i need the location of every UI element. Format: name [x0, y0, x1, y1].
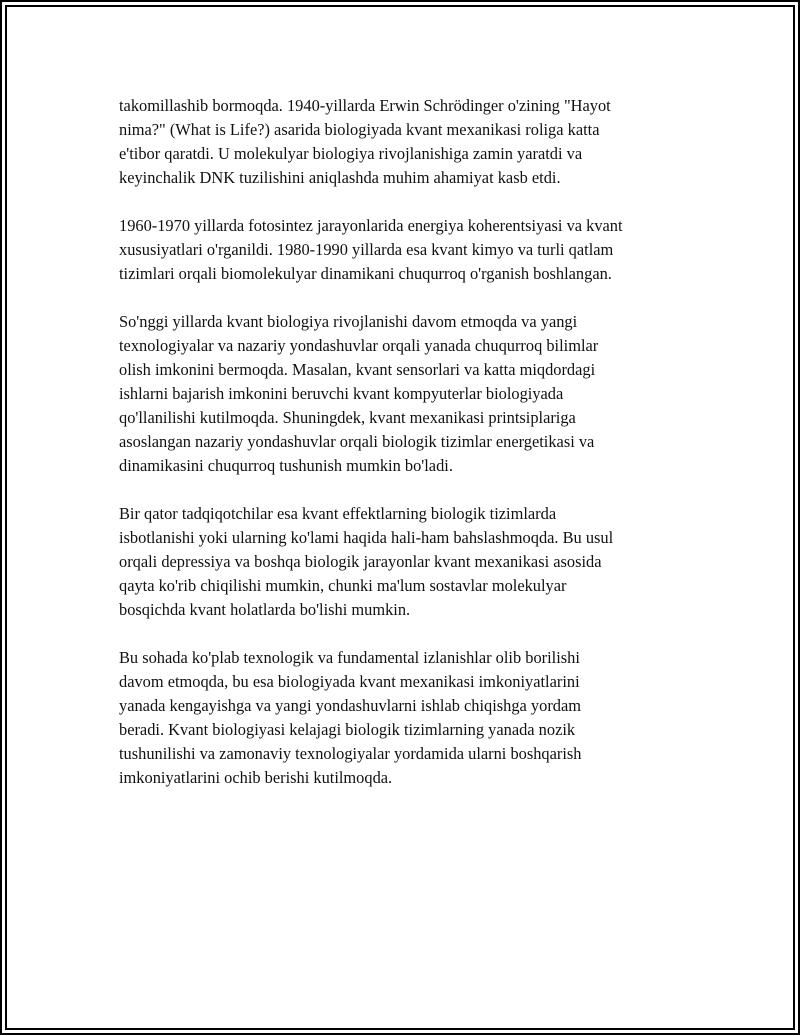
paragraph-3: So'nggi yillarda kvant biologiya rivojlanishi davom etmoqda va yangi texnologiyalar va nazariy yondashuvlar orqali yanada chuqurroq bilimlar olish imkonini bermoqda. Masalan, kvant sensorlari va katta miqdordagi ishlarni bajarish imkonini beruvchi kvant kompyuterlar biologiyada qo'llanilishi kutilmoqda. Shuningdek, kvant mexanikasi printsiplariga asoslangan nazariy yondashuvlar orqali biologik tizimlar energetikasi va dinamikasini chuqurroq tushunish mumkin bo'ladi. — [119, 312, 599, 475]
document-body — [119, 94, 699, 814]
paragraph-2: 1960-1970 yillarda fotosintez jarayonlarida energiya koherentsiyasi va kvant xususiyatlari o'rganildi. 1980-1990 yillarda esa kvant kimyo va turli qatlam tizimlari orqali biomolekulyar dinamikani chuqurroq o'rganish boshlangan. — [119, 216, 623, 283]
paragraph-1: takomillashib bormoqda. 1940-yillarda Erwin Schrödinger o'zining "Hayot nima?" (What is Life?) asarida biologiyada kvant mexanikasi roliga katta e'tibor qaratdi. U molekulyar biologiya rivojlanishiga zamin yaratdi va keyinchalik DNK tuzilishini aniqlashda muhim ahamiyat kasb etdi. — [119, 96, 611, 187]
paragraph-5: Bu sohada ko'plab texnologik va fundamental izlanishlar olib borilishi davom etmoqda, bu esa biologiyada kvant mexanikasi imkoniyatlarini yanada kengayishga va yangi yondashuvlarni ishlab chiqishga yordam beradi. Kvant biologiyasi kelajagi biologik tizimlarning yanada nozik tushunilishi va zamonaviy texnologiyalar yordamida ularni boshqarish imkoniyatlarini ochib berishi kutilmoqda. — [119, 648, 582, 787]
paragraph-4: Bir qator tadqiqotchilar esa kvant effektlarning biologik tizimlarda isbotlanishi yoki ularning ko'lami haqida hali-ham bahslashmoqda. Bu usul orqali depressiya va boshqa biologik jarayonlar kvant mexanikasi asosida qayta ko'rib chiqilishi mumkin, chunki ma'lum sostavlar molekulyar bosqichda kvant holatlarda bo'lishi mumkin. — [119, 504, 614, 619]
